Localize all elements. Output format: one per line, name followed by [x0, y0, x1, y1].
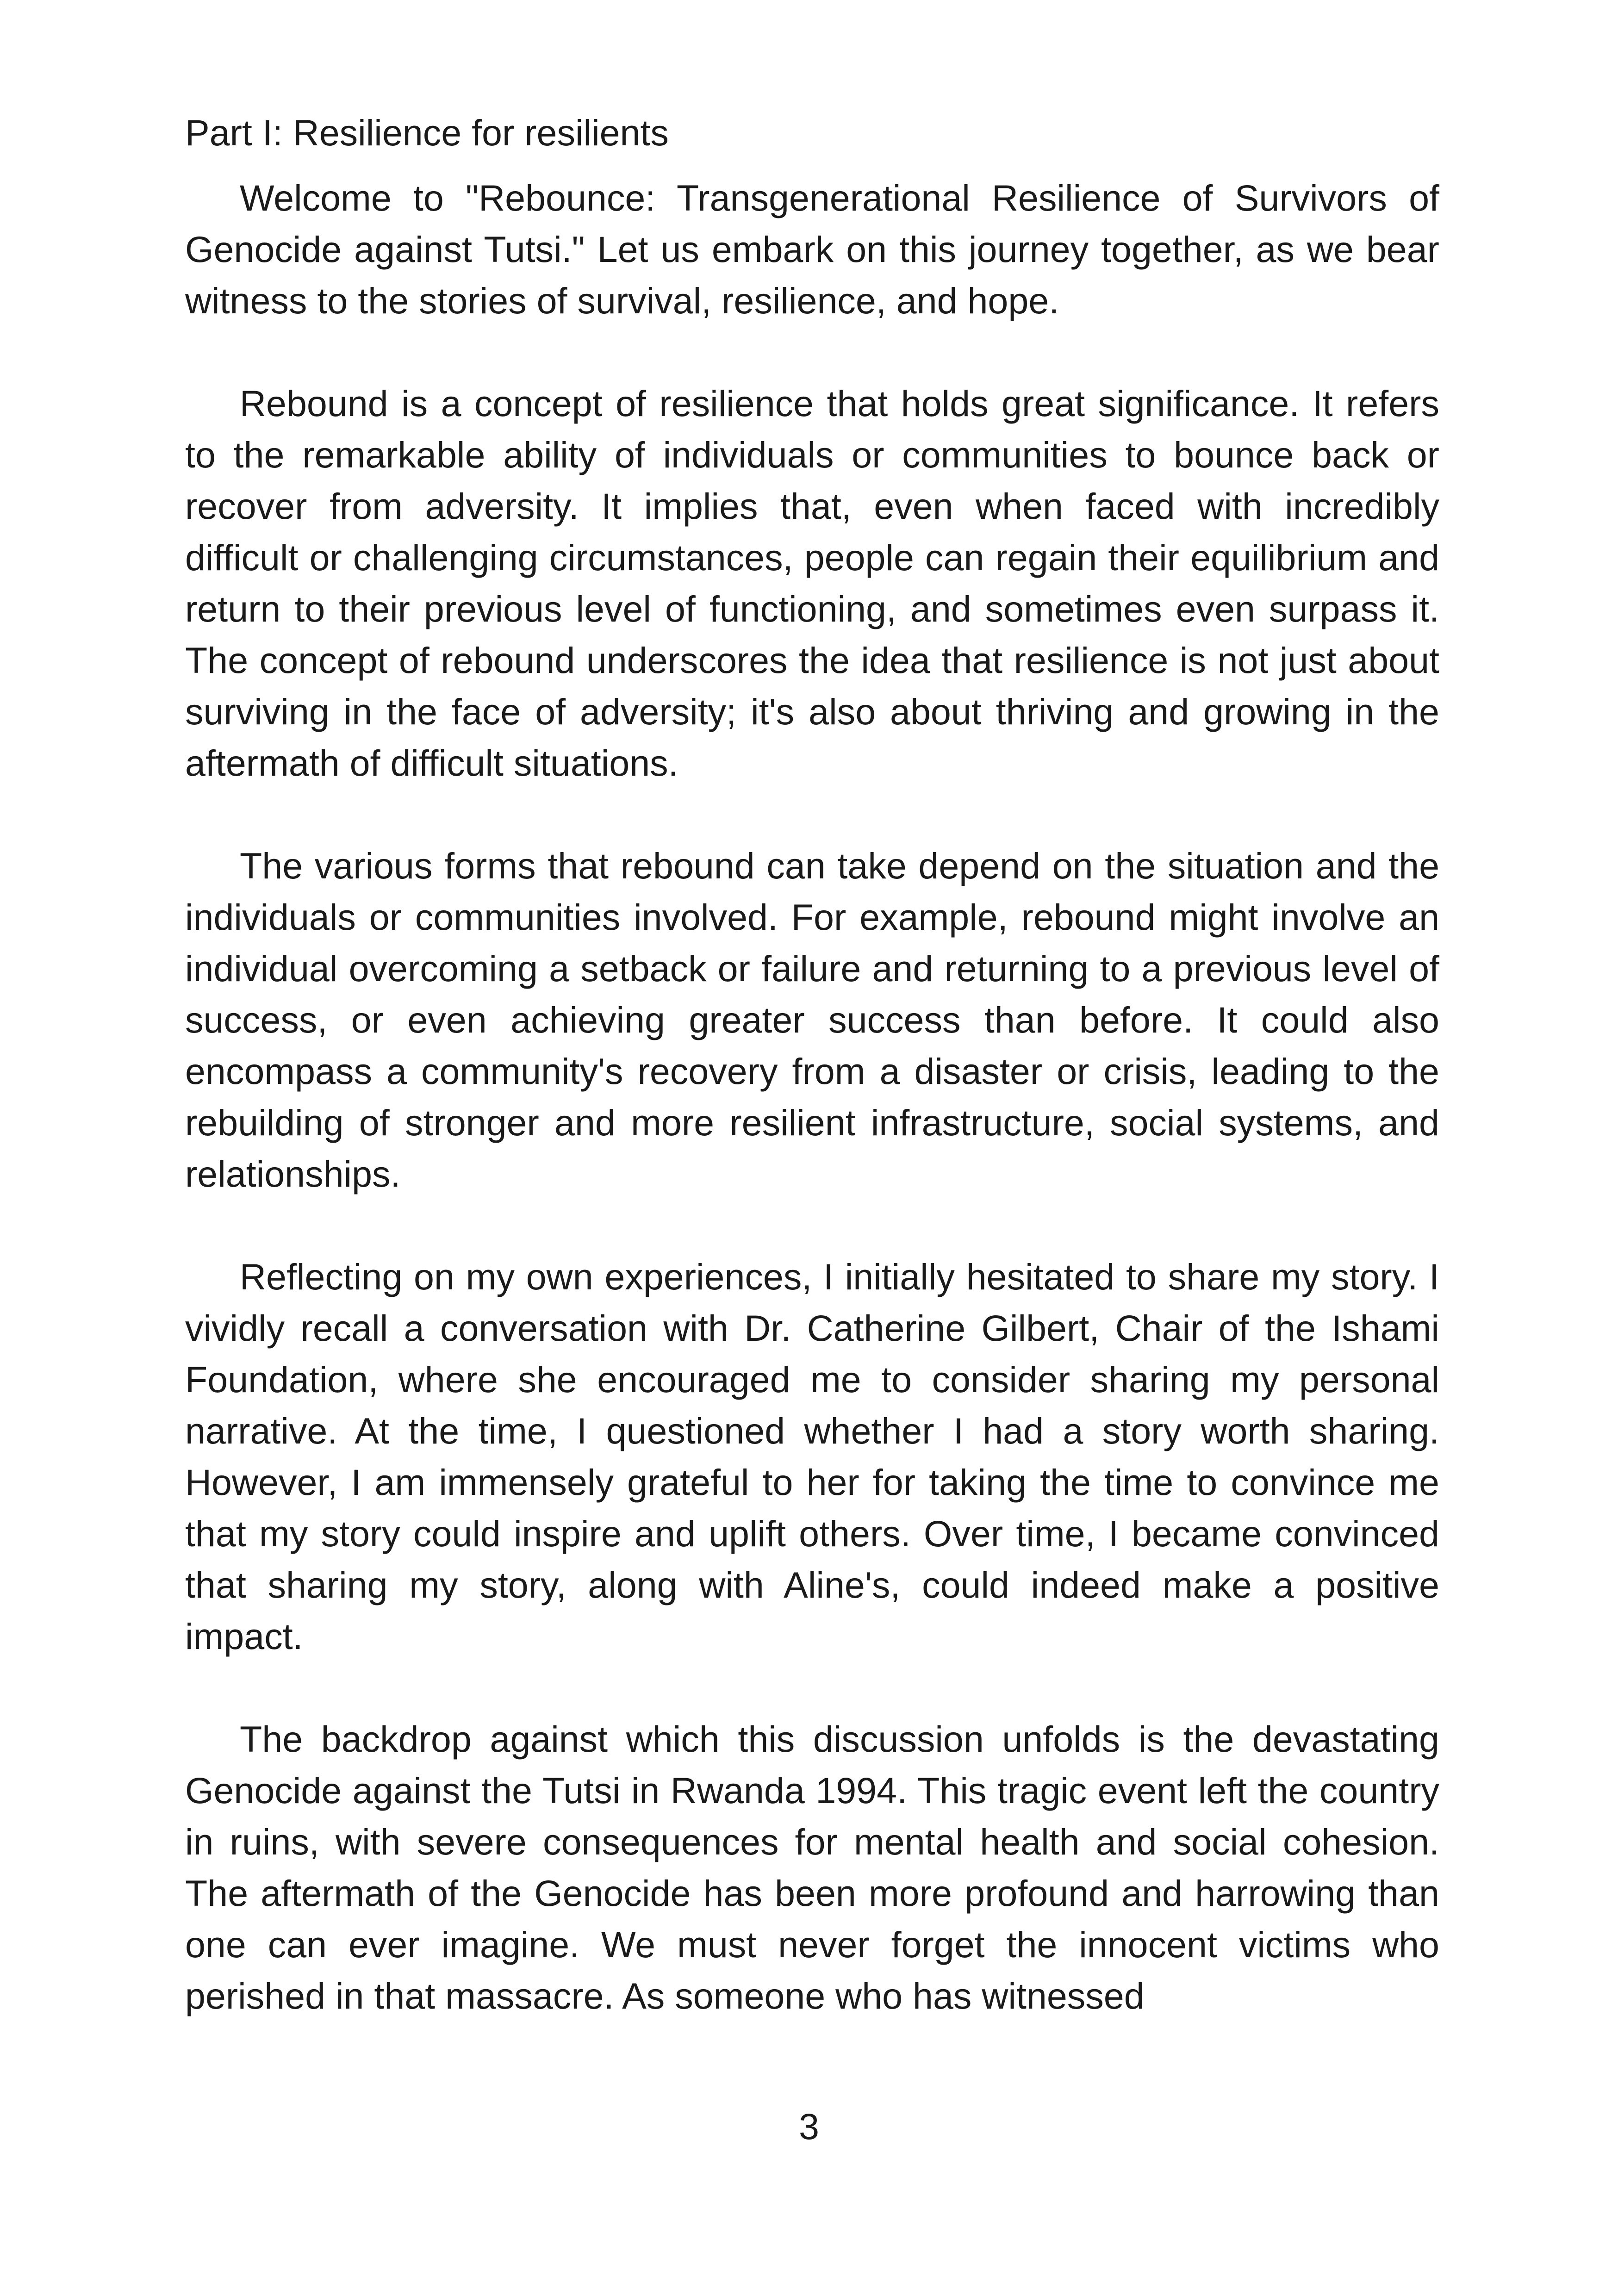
paragraph-reflection: Reflecting on my own experiences, I initially hesitated to share my story. I vividly recall a conversation with Dr. Catherine Gilbert, Chair of the Ishami Foundation, where she encouraged me to consider sharing my personal narrative. At the time, I questioned whether I had a story worth sharing. However, I am immensely grateful to her for taking the time to convince me that my story could inspire and uplift others. Over time, I became convinced that sharing my story, along with Aline's, could indeed make a positive impact. — [185, 1256, 1439, 1657]
paragraph-welcome: Welcome to "Rebounce: Transgenerational Resilience of Survivors of Genocide against Tutsi." Let us embark on this journey together, as we bear witness to the stories of survival, resilience, and hope. — [185, 177, 1439, 321]
paragraph-backdrop: The backdrop against which this discussion unfolds is the devastating Genocide against the Tutsi in Rwanda 1994. This tragic event left the country in ruins, with severe consequences for mental health and social cohesion. The aftermath of the Genocide has been more profound and harrowing than one can ever imagine. We must never forget the innocent victims who perished in that massacre. As someone who has witnessed — [185, 1718, 1439, 2016]
paragraph-rebound-forms: The various forms that rebound can take depend on the situation and the individuals or communities involved. For example, rebound might involve an individual overcoming a setback or failure and returning to a previous level of success, or even achieving greater success than before. It could also encompass a community's recovery from a disaster or crisis, leading to the rebuilding of stronger and more resilient infrastructure, social systems, and relationships. — [185, 845, 1439, 1195]
text-column — [185, 107, 1439, 2022]
part-heading: Part I: Resilience for resilients — [185, 112, 669, 153]
paragraph-rebound-concept: Rebound is a concept of resilience that holds great significance. It refers to the remarkable ability of individuals or communities to bounce back or recover from adversity. It implies that, even when faced with incredibly difficult or challenging circumstances, people can regain their equilibrium and return to their previous level of functioning, and sometimes even surpass it. The concept of rebound underscores the idea that resilience is not just about surviving in the face of adversity; it's also about thriving and growing in the aftermath of difficult situations. — [185, 383, 1439, 784]
page-number: 3 — [799, 2106, 819, 2147]
